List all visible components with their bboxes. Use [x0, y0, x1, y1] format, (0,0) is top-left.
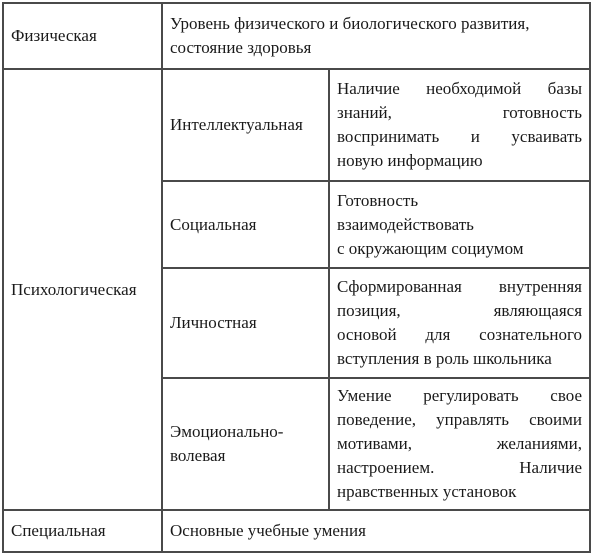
- category-cell-special: Специальная: [3, 510, 162, 552]
- category-cell-psychological: Психологическая: [3, 69, 162, 510]
- component-cell-personal: Личностная: [162, 268, 329, 378]
- emotional-name-line-1: Эмоционально-: [170, 422, 284, 441]
- social-line-2: взаимодействовать: [337, 214, 474, 234]
- emotional-line-5: нравственных установок: [337, 482, 517, 501]
- intellectual-line-1: Наличие необходимой базы: [337, 79, 583, 98]
- social-line-3: с окружающим социумом: [337, 238, 524, 258]
- emotional-line-2: поведение, управлять своими: [337, 410, 583, 429]
- component-cell-intellectual: Интеллектуальная: [162, 69, 329, 181]
- table-row-special: [3, 510, 590, 552]
- intellectual-line-2: знаний, готовность: [337, 103, 583, 122]
- emotional-name-line-2: волевая: [170, 446, 226, 465]
- description-cell-personal: [329, 268, 590, 378]
- school-readiness-table: [2, 2, 591, 553]
- component-cell-emotional-volitional: [162, 378, 329, 510]
- table-row-intellectual: [3, 69, 590, 181]
- physical-description: Уровень физического и биологического развития, состояние здоровья: [170, 14, 530, 57]
- emotional-line-1: Умение регулировать свое: [337, 386, 583, 405]
- description-cell-special: Основные учебные умения: [162, 510, 590, 552]
- emotional-line-4: настроением. Наличие: [337, 458, 583, 477]
- personal-line-3: основой для сознательного: [337, 325, 583, 344]
- table-row-physical: [3, 3, 590, 69]
- description-cell-physical: [162, 3, 590, 69]
- description-cell-emotional-volitional: [329, 378, 590, 510]
- intellectual-line-3: воспринимать и усваивать: [337, 127, 583, 146]
- description-cell-social: [329, 181, 590, 268]
- personal-line-1: Сформированная внутренняя: [337, 277, 583, 296]
- emotional-line-3: мотивами, желаниями,: [337, 434, 583, 453]
- intellectual-line-4: новую информацию: [337, 151, 483, 170]
- category-cell-physical: Физическая: [3, 3, 162, 69]
- personal-line-2: позиция, являющаяся: [337, 301, 583, 320]
- social-line-1: Готовность: [337, 190, 419, 210]
- component-cell-social: Социальная: [162, 181, 329, 268]
- personal-line-4: вступления в роль школьника: [337, 349, 552, 368]
- description-cell-intellectual: [329, 69, 590, 181]
